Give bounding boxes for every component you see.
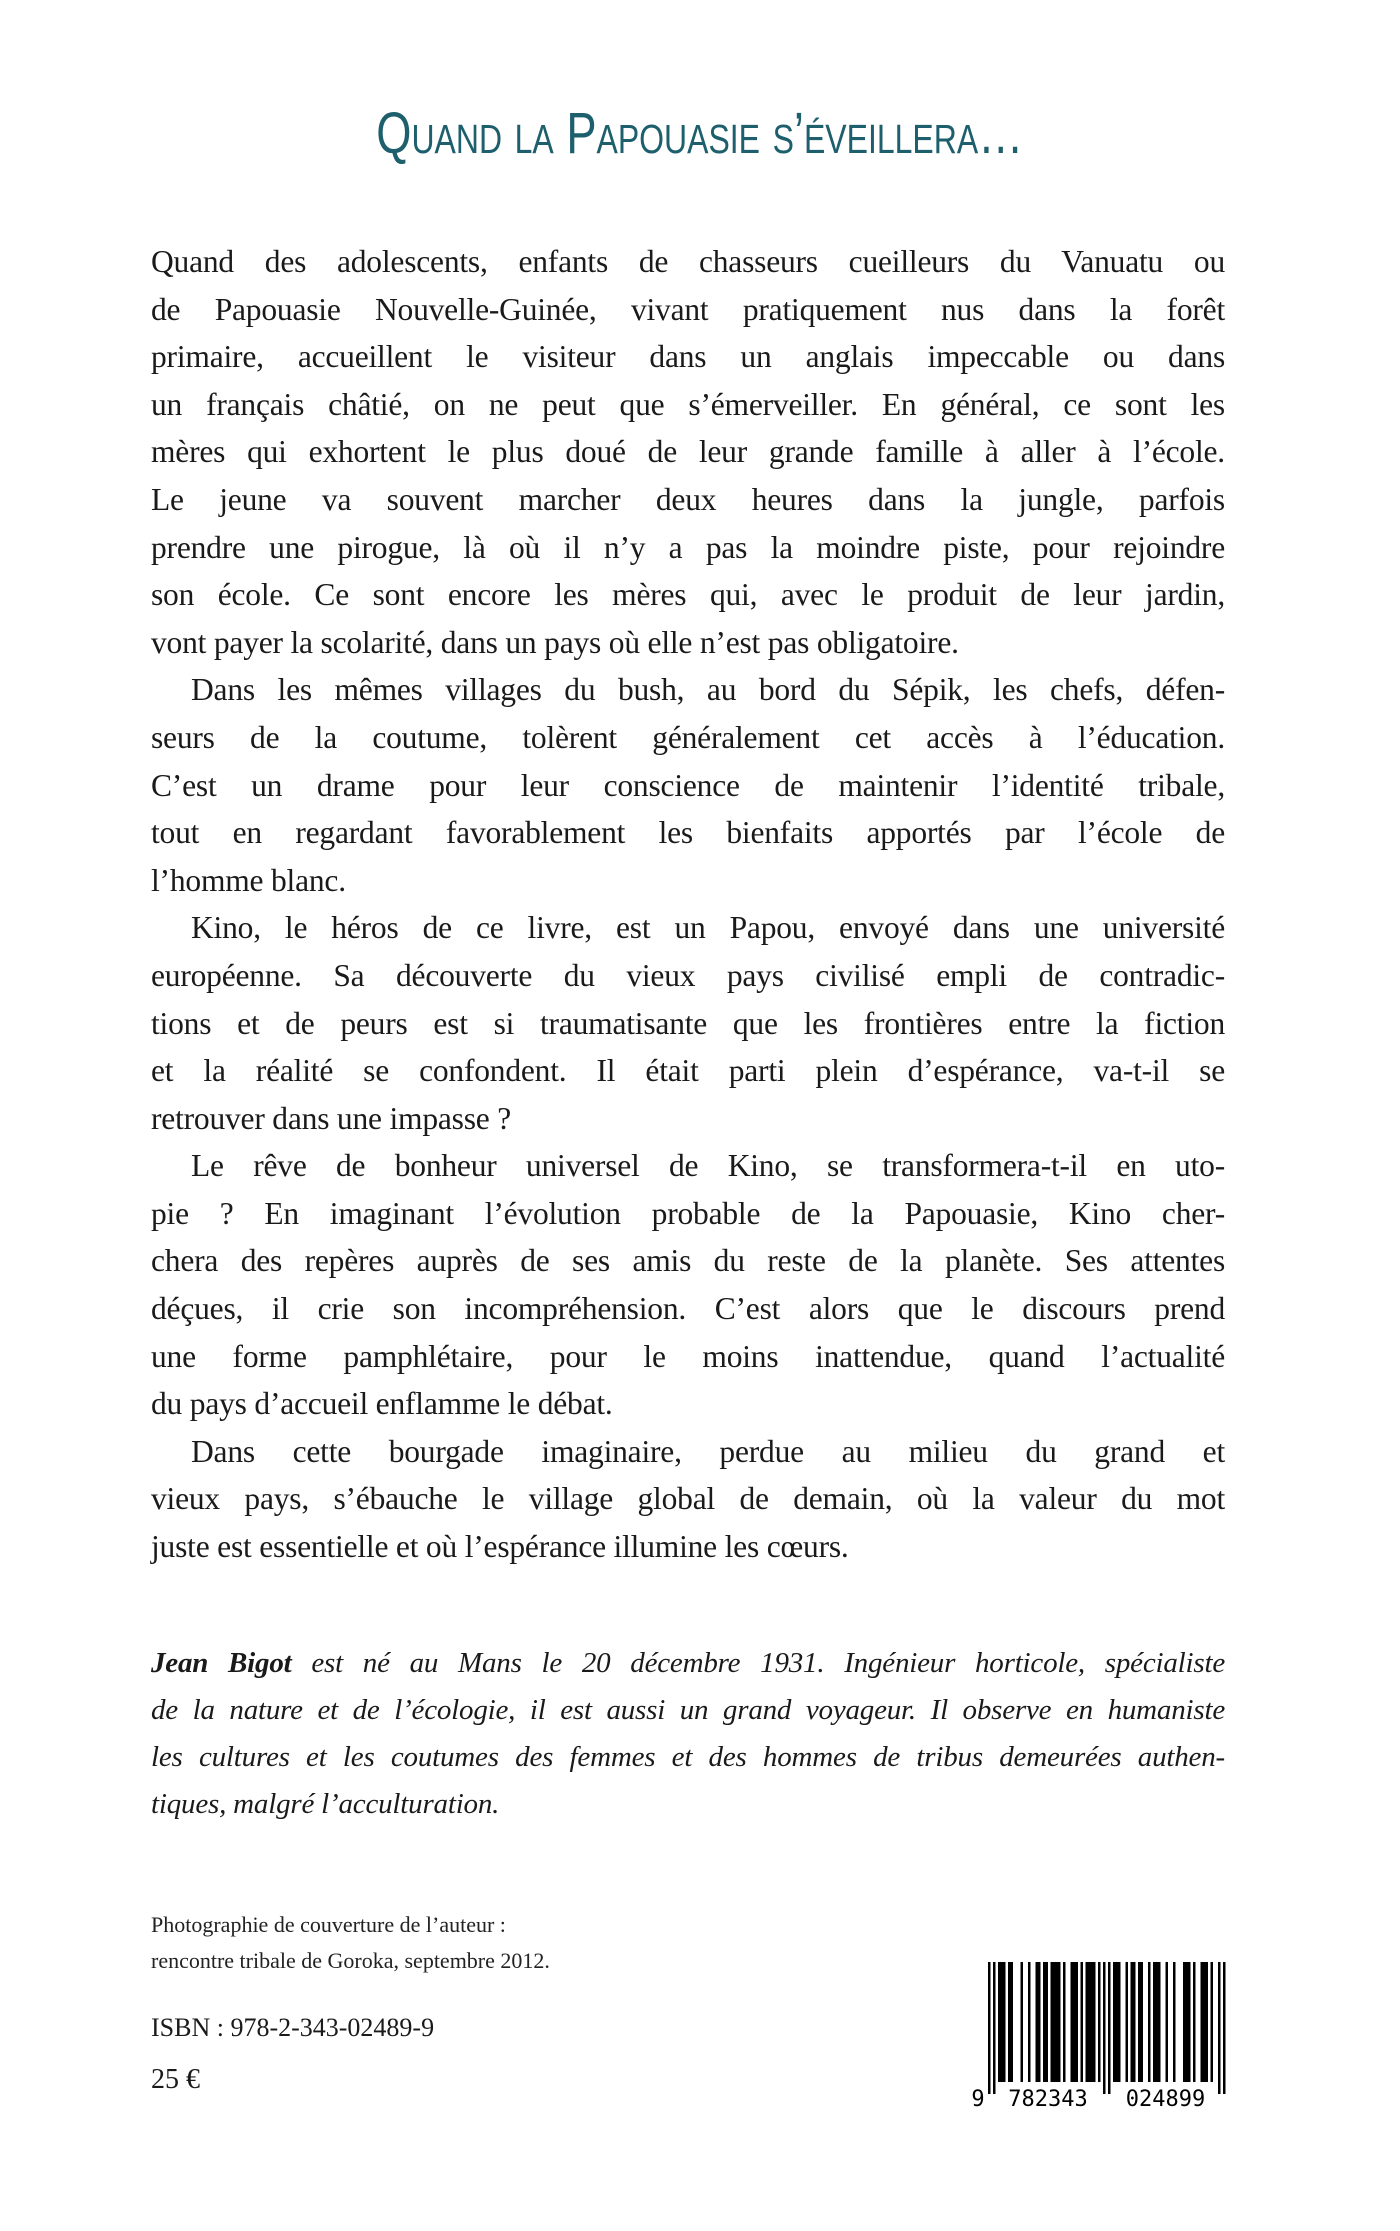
barcode-bar [1193,1962,1196,2082]
paragraph-line: juste est essentielle et où l’espérance illumine les cœurs. [151,1529,849,1565]
bio-line: tiques, malgré l’acculturation. [151,1788,500,1820]
barcode-bar [1108,1962,1111,2094]
isbn: ISBN : 978-2-343-02489-9 [151,2013,435,2042]
paragraph-line: primaire, accueillent le visiteur dans un anglais impeccable ou dans [151,339,1225,375]
paragraph-line: un français châtié, on ne peut que s’émerveiller. En général, ce sont les [151,386,1225,422]
barcode-digits: 782343 [1008,2087,1088,2112]
book-title-text: Quand la Papouasie s’éveillera… [376,101,1024,166]
photo-credit-line: Photographie de couverture de l’auteur : [151,1912,506,1937]
paragraph-line: du pays d’accueil enflamme le débat. [151,1386,613,1422]
barcode-bar [1201,1962,1204,2082]
barcode-bar [1003,1962,1006,2082]
bio-line: les cultures et les coutumes des femmes et des hommes de tribus demeurées authen- [151,1741,1225,1773]
paragraph-line: et la réalité se confondent. Il était parti plein d’espérance, va-t-il se [151,1053,1225,1089]
barcode-bar [1036,1962,1039,2082]
barcode-bar [1001,1962,1004,2082]
paragraph-line: son école. Ce sont encore les mères qui, avec le produit de leur jardin, [151,577,1225,613]
barcode-bar [1116,1962,1119,2082]
barcode-bar [1008,1962,1011,2082]
paragraph-line: vont payer la scolarité, dans un pays où elle n’est pas obligatoire. [151,624,959,660]
paragraph-line: européenne. Sa découverte du vieux pays civilisé empli de contradic- [151,957,1225,993]
barcode-bar [1093,1962,1096,2082]
barcode-bar [1166,1962,1169,2082]
author-name: Jean Bigot [151,1647,292,1679]
barcode-bar [993,1962,996,2094]
book-title [0,100,1400,167]
paragraph-line: pie ? En imaginant l’évolution probable de la Papouasie, Kino cher- [151,1195,1225,1231]
barcode-bar [1148,1962,1151,2082]
bio-line [151,1640,1225,1687]
barcode-bar [1203,1962,1206,2082]
barcode-bar [1076,1962,1079,2082]
barcode-bar [988,1962,991,2094]
barcode-bar [1173,1962,1176,2082]
paragraph-line: Kino, le héros de ce livre, est un Papou, envoyé dans une université [191,910,1225,946]
bio-text: est né au Mans le 20 décembre 1931. Ingénieur horticole, spécialiste [291,1647,1225,1679]
paragraph-line: Le rêve de bonheur universel de Kino, se transformera-t-il en uto- [191,1148,1225,1184]
paragraph-line: Quand des adolescents, enfants de chasseurs cueilleurs du Vanuatu ou [151,244,1225,279]
paragraph-line: Dans cette bourgade imaginaire, perdue au milieu du grand et [191,1433,1225,1469]
barcode-digits: 9 [971,2087,985,2112]
barcode-bar [1206,1962,1209,2082]
paragraph-line: de Papouasie Nouvelle-Guinée, vivant pratiquement nus dans la forêt [151,291,1225,327]
barcode-bar [1091,1962,1094,2082]
paragraph-line: C’est un drame pour leur conscience de maintenir l’identité tribale, [151,767,1225,803]
barcode-bar [998,1962,1001,2082]
barcode-bar [1081,1962,1084,2082]
barcode-bar [1153,1962,1156,2082]
paragraph-line: déçues, il crie son incompréhension. C’est alors que le discours prend [151,1291,1225,1327]
paragraph-line: Dans les mêmes villages du bush, au bord du Sépik, les chefs, défen- [191,672,1225,708]
barcode-bar [1138,1962,1141,2082]
author-bio [151,1640,1225,1828]
barcode-bar [1073,1962,1076,2082]
barcode-bar [1218,1962,1221,2094]
barcode-bar [1053,1962,1056,2082]
barcode-bar [1141,1962,1144,2082]
barcode-bar [1043,1962,1046,2082]
back-cover-blurb [151,238,1225,1571]
paragraph-line: vieux pays, s’ébauche le village global de demain, où la valeur du mot [151,1481,1225,1517]
barcode-digits: 024899 [1125,2087,1206,2112]
paragraph-line: tout en regardant favorablement les bienfaits apportés par l’école de [151,815,1225,851]
barcode-bar [1046,1962,1049,2082]
isbn-barcode [968,1962,1230,2112]
paragraph-line: chera des repères auprès de ses amis du reste de la planète. Ses attentes [151,1243,1225,1279]
barcode-bar [1156,1962,1159,2082]
barcode-bar [1186,1962,1189,2082]
barcode-bar [1071,1962,1074,2082]
paragraph-line: Le jeune va souvent marcher deux heures dans la jungle, parfois [151,481,1225,517]
paragraph-line: retrouver dans une impasse ? [151,1100,512,1136]
barcode-bar [1118,1962,1121,2082]
barcode-bar [1058,1962,1061,2082]
barcode-bar [1158,1962,1161,2082]
paragraph-line: mères qui exhortent le plus doué de leur grande famille à aller à l’école. [151,434,1225,470]
bio-line: de la nature et de l’écologie, il est aussi un grand voyageur. Il observe en humaniste [151,1694,1225,1726]
price: 25 € [151,2064,200,2095]
barcode-bar [1088,1962,1091,2082]
paragraph-line: tions et de peurs est si traumatisante que les frontières entre la fiction [151,1005,1225,1041]
barcode-bar [1086,1962,1089,2082]
barcode-bar [1126,1962,1129,2082]
barcode-bar [1028,1962,1031,2082]
barcode-bar [1063,1962,1066,2082]
paragraph-line: l’homme blanc. [151,862,346,898]
paragraph-line: une forme pamphlétaire, pour le moins inattendue, quand l’actualité [151,1338,1225,1374]
barcode-bar [1098,1962,1101,2082]
barcode-bar [1103,1962,1106,2094]
photo-credit-line: rencontre tribale de Goroka, septembre 2012. [151,1948,550,1973]
barcode-bar [1113,1962,1116,2082]
barcode-bar [1021,1962,1024,2082]
barcode-bar [1188,1962,1191,2082]
barcode-bar [1211,1962,1214,2082]
barcode-bar [1183,1962,1186,2082]
paragraph-line: prendre une pirogue, là où il n’y a pas la moindre piste, pour rejoindre [151,529,1225,565]
paragraph-line: seurs de la coutume, tolèrent généralement cet accès à l’éducation. [151,719,1225,755]
barcode-bar [1133,1962,1136,2082]
barcode-bar [1038,1962,1041,2082]
barcode-bar [1131,1962,1134,2082]
barcode-bar [1223,1962,1226,2094]
barcode-bar [1011,1962,1014,2082]
barcode-bar [1051,1962,1054,2082]
barcode-bar [1056,1962,1059,2082]
